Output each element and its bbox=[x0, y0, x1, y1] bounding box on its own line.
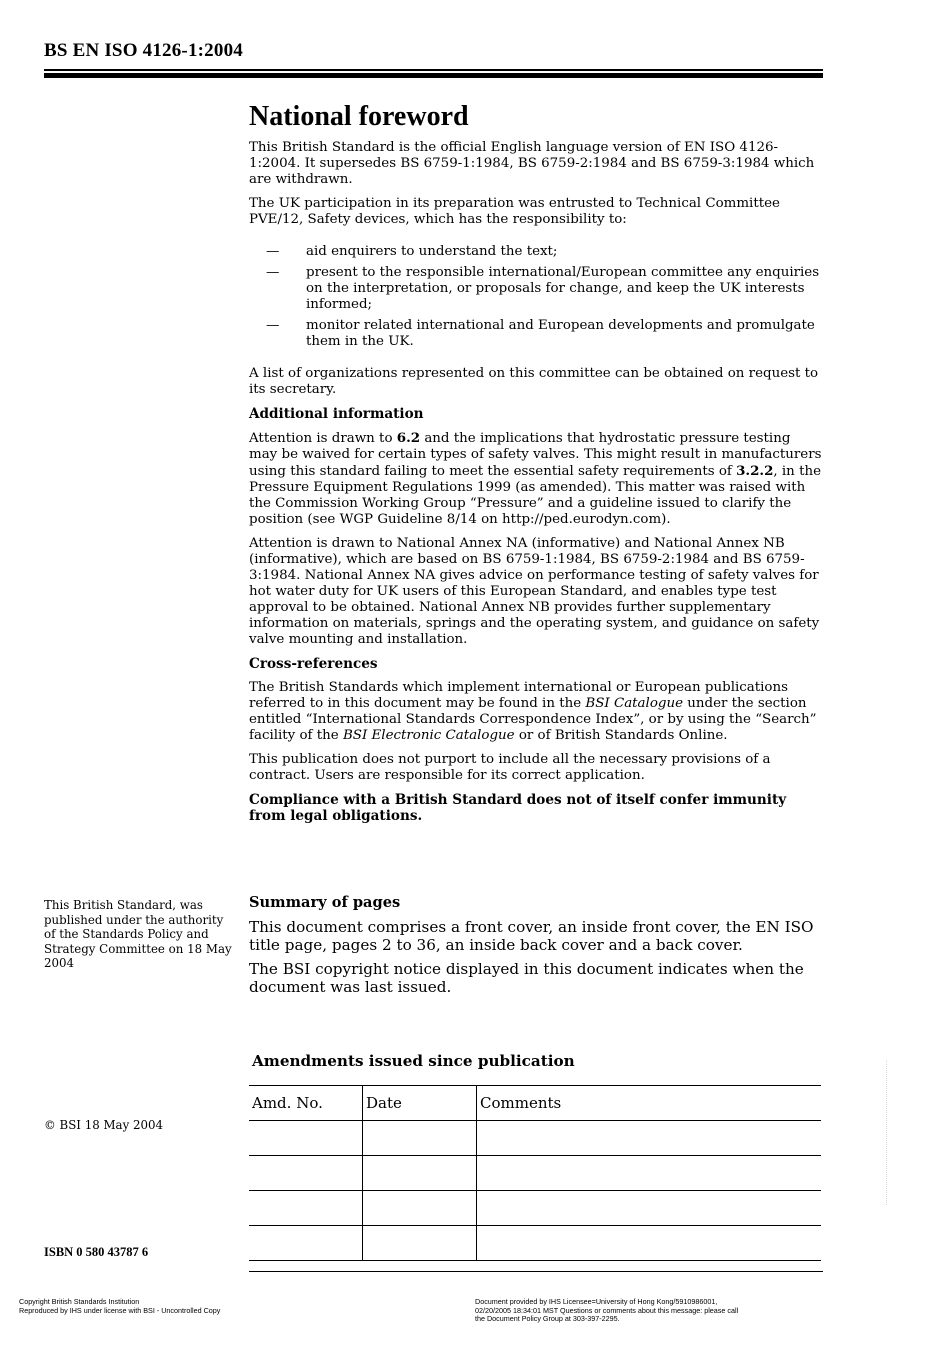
header-rule-thin bbox=[44, 69, 823, 71]
table-row bbox=[249, 1226, 821, 1261]
electronic-catalogue-title: BSI Electronic Catalogue bbox=[342, 728, 515, 743]
dash-marker: — bbox=[266, 318, 280, 333]
list-item bbox=[249, 318, 822, 350]
footer-line: Document provided by IHS Licensee=University of Hong Kong/5910986001, bbox=[475, 1297, 718, 1306]
footer-line: Copyright British Standards Institution bbox=[19, 1297, 140, 1306]
table-header-row bbox=[249, 1086, 821, 1121]
footer-rule bbox=[249, 1271, 823, 1272]
clause-ref: 3.2.2 bbox=[736, 463, 774, 479]
footer-line: Reproduced by IHS under license with BSI - Uncontrolled Copy bbox=[19, 1305, 221, 1315]
footer-line: 02/20/2005 18:34:01 MST Questions or comments about this message: please call bbox=[475, 1305, 739, 1315]
summary-paragraph-2: The BSI copyright notice displayed in this document indicates when the document was last issued. bbox=[249, 960, 804, 996]
list-item-text: aid enquirers to understand the text; bbox=[306, 244, 558, 259]
table-row bbox=[249, 1156, 821, 1191]
document-id: BS EN ISO 4126-1:2004 bbox=[44, 40, 243, 61]
footer-right bbox=[475, 1298, 738, 1324]
cross-references-heading: Cross-references bbox=[249, 656, 378, 672]
cross-references-paragraph: The British Standards which implement international or European publications referred to in this document may be found in the BSI Catalogue under the section entitled “International Standards Correspondence Index”, or by using the “Search” facility of the BSI Electronic Catalogue or of British Standards Online. bbox=[249, 680, 817, 743]
column-header-date: Date bbox=[363, 1086, 477, 1121]
intro-paragraph: This British Standard is the official English language version of EN ISO 4126-1:2004. It supersedes BS 6759-1:1984, BS 6759-2:1984 and BS 6759-3:1984 which are withdrawn. bbox=[249, 140, 815, 187]
page-title: National foreword bbox=[249, 101, 469, 132]
additional-info-heading: Additional information bbox=[249, 406, 424, 422]
catalogue-title: BSI Catalogue bbox=[585, 696, 684, 711]
footer-left bbox=[19, 1298, 220, 1315]
list-item bbox=[249, 265, 822, 313]
summary-paragraph-1: This document comprises a front cover, an inside front cover, the EN ISO title page, pages 2 to 36, an inside back cover and a back cover. bbox=[249, 918, 814, 954]
dash-marker: — bbox=[266, 244, 280, 259]
list-item-text: monitor related international and European developments and promulgate them in the UK. bbox=[306, 318, 815, 349]
list-item-text: present to the responsible international/European committee any enquiries on the interpretation, or proposals for change, and keep the UK interests informed; bbox=[306, 265, 820, 312]
additional-info-paragraph-2: Attention is drawn to National Annex NA (informative) and National Annex NB (informative), which are based on BS 6759-1:1984, BS 6759-2:1984 and BS 6759-3:1984. National Annex NA gives advice on performance testing of safety valves for hot water duty for UK users of this European Standard, and enables type test approval to be obtained. National Annex NB provides further supplementary information on materials, springs and the operating system, and guidance on safety valve mounting and installation. bbox=[249, 536, 820, 647]
amendments-table bbox=[249, 1085, 821, 1261]
list-item bbox=[249, 244, 822, 260]
organizations-paragraph: A list of organizations represented on this committee can be obtained on request to its secretary. bbox=[249, 366, 819, 397]
table-row bbox=[249, 1191, 821, 1226]
summary-of-pages bbox=[249, 894, 822, 1003]
isbn: ISBN 0 580 43787 6 bbox=[44, 1245, 149, 1259]
footer-line: the Document Policy Group at 303-397-2295. bbox=[475, 1314, 620, 1324]
contract-paragraph: This publication does not purport to include all the necessary provisions of a contract. Users are responsible for its correct application. bbox=[249, 752, 771, 783]
clause-ref: 6.2 bbox=[396, 430, 421, 446]
amendments-title: Amendments issued since publication bbox=[252, 1052, 575, 1070]
duties-list bbox=[249, 244, 822, 350]
publication-note: This British Standard, was published under the authority of the Standards Policy and Strategy Committee on 18 May 2004 bbox=[44, 898, 232, 970]
foreword-body bbox=[249, 100, 822, 832]
summary-heading: Summary of pages bbox=[249, 894, 401, 911]
header-rule-thick bbox=[44, 73, 823, 78]
table-row bbox=[249, 1121, 821, 1156]
compliance-notice: Compliance with a British Standard does not of itself confer immunity from legal obligations. bbox=[249, 792, 787, 824]
additional-info-paragraph-1: Attention is drawn to 6.2 and the implications that hydrostatic pressure testing may be waived for certain types of safety valves. This might result in manufacturers using this standard failing to meet the essential safety requirements of 3.2.2, in the Pressure Equipment Regulations 1999 (as amended). This matter was raised with the Commission Working Group “Pressure” and a guideline issued to clarify the position (see WGP Guideline 8/14 on http://ped.eurodyn.com). bbox=[249, 430, 822, 527]
vertical-watermark bbox=[886, 1060, 893, 1205]
copyright-note: © BSI 18 May 2004 bbox=[44, 1118, 164, 1132]
column-header-comments: Comments bbox=[477, 1086, 822, 1121]
participation-paragraph: The UK participation in its preparation was entrusted to Technical Committee PVE/12, Safety devices, which has the responsibility to: bbox=[249, 196, 780, 227]
dash-marker: — bbox=[266, 265, 280, 280]
column-header-amd-no: Amd. No. bbox=[249, 1086, 363, 1121]
